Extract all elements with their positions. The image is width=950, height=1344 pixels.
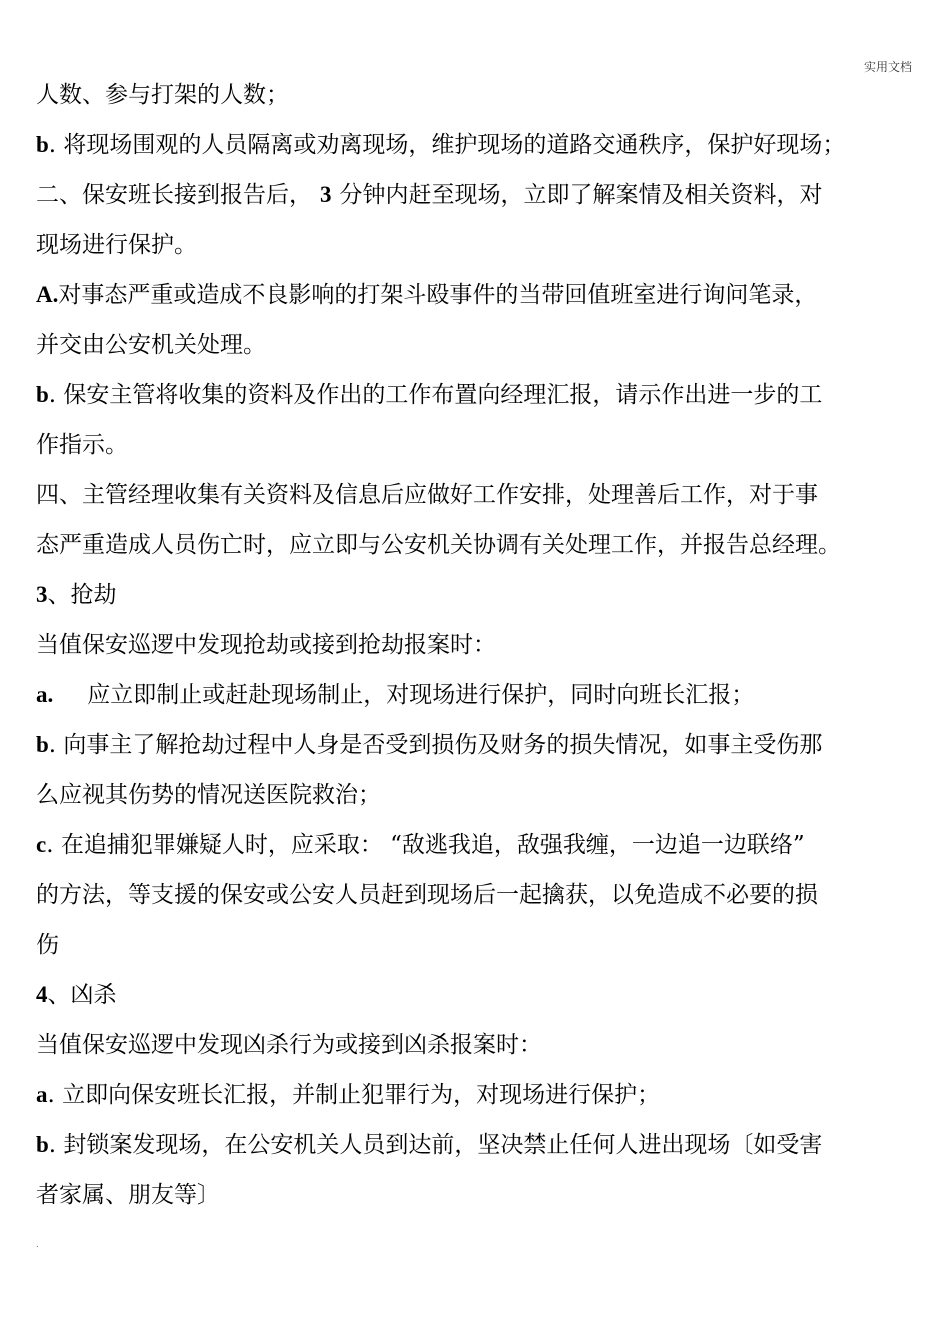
text-line: 作指示。: [36, 432, 128, 458]
text-line: 的方法，等支援的保安或公安人员赶到现场后一起擒获，以免造成不必要的损: [36, 882, 818, 908]
list-marker: b: [36, 382, 49, 407]
text-line: a. 应立即制止或赶赴现场制止，对现场进行保护，同时向班长汇报；: [36, 682, 755, 708]
section-number: 4: [36, 982, 48, 1007]
text-line: 现场进行保护。: [36, 232, 197, 258]
text-line: b. 封锁案发现场，在公安机关人员到达前，坚决禁止任何人进出现场〔如受害: [36, 1132, 823, 1158]
list-marker: b: [36, 732, 49, 757]
text-line: a. 立即向保安班长汇报，并制止犯罪行为，对现场进行保护；: [36, 1082, 661, 1108]
section-heading: 3、抢劫: [36, 582, 117, 608]
text-line: 二、保安班长接到报告后， 3 分钟内赶至现场，立即了解案情及相关资料，对: [36, 182, 823, 208]
footer-mark: .: [36, 1240, 39, 1249]
text-line: c. 在追捕犯罪嫌疑人时，应采取： “敌逃我追，敌强我缠，一边追一边联络”: [36, 832, 805, 858]
text-line: 伤: [36, 932, 59, 958]
text-line: 并交由公安机关处理。: [36, 332, 266, 358]
list-marker: c: [36, 832, 47, 857]
header-note: 实用文档: [863, 60, 912, 74]
text-line: b. 保安主管将收集的资料及作出的工作布置向经理汇报，请示作出进一步的工: [36, 382, 823, 408]
text-line: b. 向事主了解抢劫过程中人身是否受到损伤及财务的损失情况，如事主受伤那: [36, 732, 823, 758]
list-marker: b: [36, 132, 49, 157]
list-marker: A.: [36, 282, 59, 307]
section-heading: 4、凶杀: [36, 982, 117, 1008]
text-line: 当值保安巡逻中发现凶杀行为或接到凶杀报案时：: [36, 1032, 542, 1058]
text-line: 态严重造成人员伤亡时，应立即与公安机关协调有关处理工作，并报告总经理。: [36, 532, 841, 558]
list-marker: b: [36, 1132, 49, 1157]
text-line: A.对事态严重或造成不良影响的打架斗殴事件的当带回值班室进行询问笔录，: [36, 282, 818, 308]
text-line: 者家属、朋友等〕: [36, 1182, 220, 1208]
list-marker: a: [36, 1082, 48, 1107]
text-line: 当值保安巡逻中发现抢劫或接到抢劫报案时：: [36, 632, 496, 658]
text-line: 么应视其伤势的情况送医院救治；: [36, 782, 381, 808]
document-body: [36, 70, 916, 1220]
list-marker: a.: [36, 682, 54, 707]
section-number: 3: [36, 582, 48, 607]
minutes-number: 3: [320, 182, 332, 207]
text-line: b. 将现场围观的人员隔离或劝离现场，维护现场的道路交通秩序，保护好现场；: [36, 132, 846, 158]
text-line: 人数、参与打架的人数；: [36, 82, 289, 108]
text-line: 四、主管经理收集有关资料及信息后应做好工作安排，处理善后工作，对于事: [36, 482, 818, 508]
